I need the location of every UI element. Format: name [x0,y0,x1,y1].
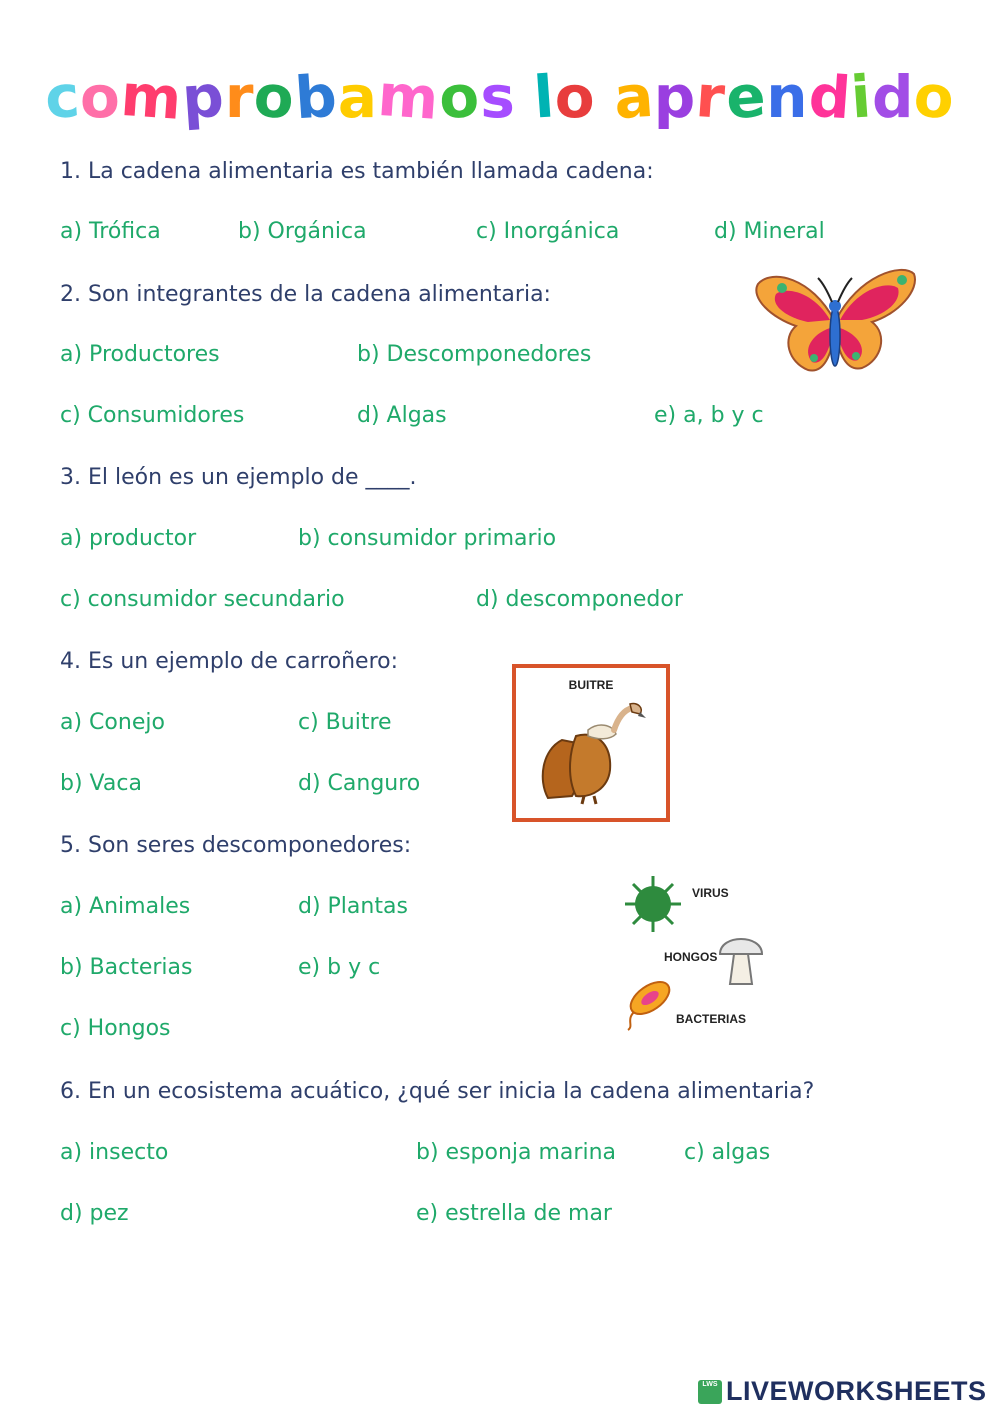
logo-badge: LWS [698,1380,722,1404]
title-letter: o [554,63,596,131]
title-letter: m [375,60,442,134]
q5-option-b[interactable]: b) Bacterias [60,955,193,980]
title-letter: b [293,61,341,133]
question-6: 6. En un ecosistema acuático, ¿qué ser inicia la cadena alimentaria? [60,1079,815,1104]
virus-label: VIRUS [692,886,729,900]
q4-option-b[interactable]: b) Vaca [60,771,142,796]
q3-option-c[interactable]: c) consumidor secundario [60,587,345,612]
q2-option-a[interactable]: a) Productores [60,342,220,367]
q1-option-b[interactable]: b) Orgánica [238,219,367,244]
q6-option-a[interactable]: a) insecto [60,1140,169,1165]
title-letter: d [806,61,854,133]
title-letter: o [437,61,483,133]
q2-option-b[interactable]: b) Descomponedores [357,342,592,367]
q3-option-a[interactable]: a) productor [60,526,197,551]
bacteria-label: BACTERIAS [676,1012,747,1026]
title-letter: p [653,63,697,131]
question-5: 5. Son seres descomponedores: [60,833,412,858]
vulture-icon [532,700,652,806]
q3-option-b[interactable]: b) consumidor primario [298,526,557,551]
microbes-figure [612,868,772,1038]
title-letter: m [118,60,185,134]
virus-icon [618,872,688,936]
title-letter: a [337,63,379,131]
question-4: 4. Es un ejemplo de carroñero: [60,649,399,674]
mushroom-icon [716,926,766,988]
q1-option-d[interactable]: d) Mineral [714,219,825,244]
q5-option-e[interactable]: e) b y c [298,955,381,980]
q4-option-a[interactable]: a) Conejo [60,710,165,735]
title-letter: r [693,62,729,132]
q1-option-a[interactable]: a) Trófica [60,219,161,244]
q1-option-c[interactable]: c) Inorgánica [476,219,620,244]
vulture-label: BUITRE [568,678,614,692]
title-letter: p [180,61,228,133]
question-1: 1. La cadena alimentaria es también llamada cadena: [60,159,654,184]
q2-option-d[interactable]: d) Algas [357,403,447,428]
title-letter: a [611,61,657,133]
q2-option-c[interactable]: c) Consumidores [60,403,245,428]
title-letter: d [871,63,915,131]
title-letter: l [531,62,558,132]
butterfly-icon [752,258,918,388]
title-letter: o [912,61,958,133]
title-letter: o [80,63,121,131]
question-2: 2. Son integrantes de la cadena alimentaria: [60,282,551,307]
q3-option-d[interactable]: d) descomponedor [476,587,683,612]
q4-option-c[interactable]: c) Buitre [298,710,392,735]
title-letter: n [766,63,809,131]
vulture-card [512,664,670,822]
q6-option-c[interactable]: c) algas [684,1140,771,1165]
title-letter: o [252,61,298,133]
title-letter: i [848,62,875,132]
logo-text: LIVEWORKSHEETS [726,1376,987,1406]
page-title [0,62,1000,134]
title-letter: c [42,61,83,133]
q6-option-e[interactable]: e) estrella de mar [416,1201,612,1226]
title-letter: r [224,63,255,131]
q6-option-b[interactable]: b) esponja marina [416,1140,616,1165]
q5-option-d[interactable]: d) Plantas [298,894,408,919]
title-letter: s [480,63,516,131]
fungi-label: HONGOS [664,950,718,964]
question-3: 3. El león es un ejemplo de ____. [60,465,417,490]
title-letter: e [723,61,769,133]
q4-option-d[interactable]: d) Canguro [298,771,421,796]
bacteria-icon [620,976,676,1032]
q5-option-c[interactable]: c) Hongos [60,1016,171,1041]
q6-option-d[interactable]: d) pez [60,1201,129,1226]
q2-option-e[interactable]: e) a, b y c [654,403,764,428]
q5-option-a[interactable]: a) Animales [60,894,191,919]
